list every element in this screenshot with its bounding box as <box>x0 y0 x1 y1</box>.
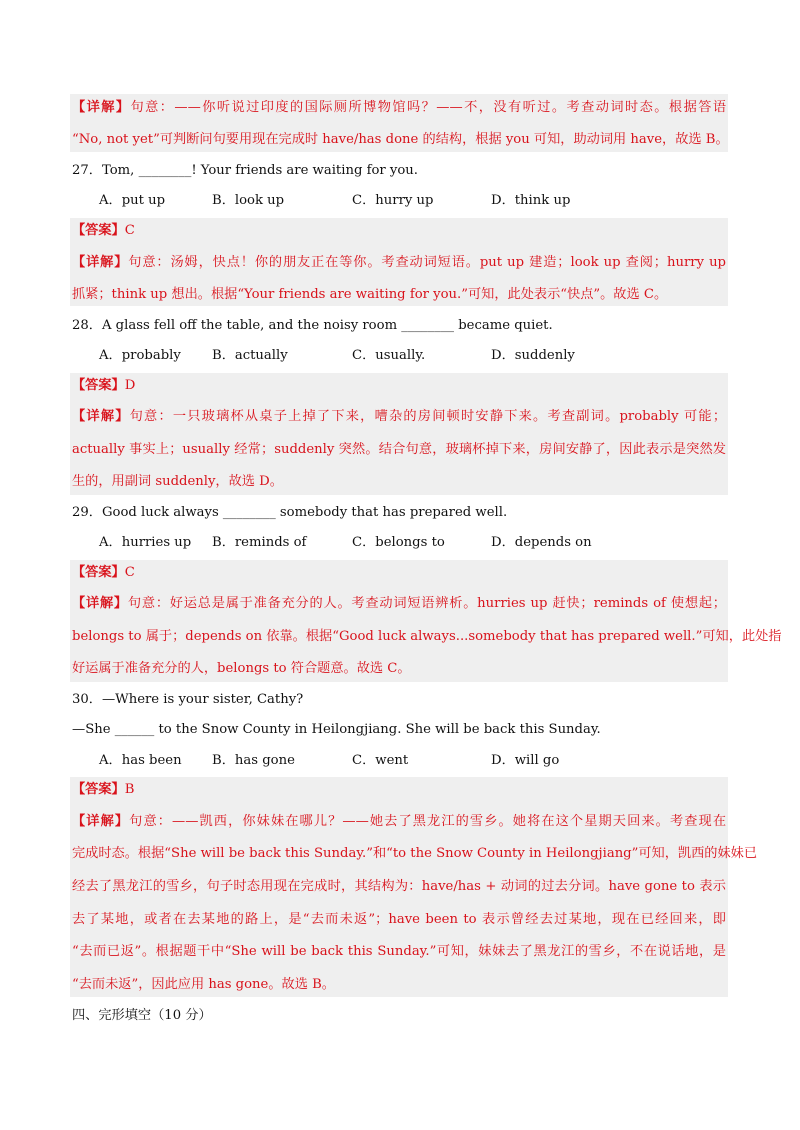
option-c: C．belongs to <box>352 535 445 550</box>
answer-tag: 【答案】 <box>72 223 125 238</box>
question-stem: 29．Good luck always ________ somebody that has prepared well. <box>72 505 508 520</box>
option-a: A．probably <box>99 348 181 363</box>
explanation-line: 好运属于准备充分的人，belongs to 符合题意。故选 C。 <box>72 661 411 676</box>
option-d: D．think up <box>491 193 571 208</box>
explanation-line: 【详解】句意：一只玻璃杯从桌子上掉了下来，嘈杂的房间顿时安静下来。考查副词。probably 可能； <box>72 409 727 424</box>
explanation-tag: 【详解】 <box>72 814 130 829</box>
option-b: B．actually <box>212 348 288 363</box>
explanation-line: 【详解】句意：汤姆，快点！你的朋友正在等你。考查动词短语。put up 建造；look up 查阅；hurry up <box>72 255 726 270</box>
option-c: C．usually. <box>352 348 426 363</box>
answer-value: C <box>124 565 135 580</box>
answer-line <box>72 221 726 241</box>
explanation-line: “去而未返”，因此应用 has gone。故选 B。 <box>72 977 335 992</box>
answer-line <box>72 376 726 396</box>
answer-value: B <box>124 782 135 797</box>
option-a: A．hurries up <box>99 535 192 550</box>
answer-tag: 【答案】 <box>72 378 125 393</box>
explanation-line: belongs to 属于；depends on 依靠。根据“Good luck always...somebody that has prepared well.”可知，此处指 <box>72 629 782 644</box>
answer-value: D <box>124 378 136 393</box>
explanation-line: “No, not yet”可判断问句要用现在完成时 have/has done 的结构，根据 you 可知，助动词用 have，故选 B。 <box>72 132 729 147</box>
option-b: B．has gone <box>212 753 295 768</box>
answer-value: C <box>124 223 135 238</box>
explanation-line: 【详解】句意：——凯西，你妹妹在哪儿？——她去了黑龙江的雪乡。她将在这个星期天回来。考查现在 <box>72 814 727 829</box>
option-c: C．hurry up <box>352 193 434 208</box>
explanation-tag: 【详解】 <box>72 100 131 115</box>
answer-line <box>72 780 726 800</box>
explanation-line: 去了某地，或者在去某地的路上，是“去而未返”；have been to 表示曾经去过某地，现在已经回来，即 <box>72 912 726 927</box>
explanation-line: “去而已返”。根据题干中“She will be back this Sunday.”可知，妹妹去了黑龙江的雪乡，不在说话地，是 <box>72 944 726 959</box>
explanation-line: 【详解】句意：好运总是属于准备充分的人。考查动词短语辨析。hurries up 赶快；reminds of 使想起； <box>72 596 726 611</box>
question-stem: 27．Tom, ________! Your friends are waiting for you. <box>72 163 418 178</box>
explanation-line: 抓紧；think up 想出。根据“Your friends are waiting for you.”可知，此处表示“快点”。故选 C。 <box>72 287 668 302</box>
explanation-line: 生的，用副词 suddenly，故选 D。 <box>72 474 283 489</box>
option-a: A．put up <box>99 193 166 208</box>
explanation-tag: 【详解】 <box>72 255 129 270</box>
answer-tag: 【答案】 <box>72 565 125 580</box>
option-b: B．look up <box>212 193 285 208</box>
option-b: B．reminds of <box>212 535 307 550</box>
question-stem: 30．—Where is your sister, Cathy? <box>72 692 304 707</box>
explanation-line: actually 事实上；usually 经常；suddenly 突然。结合句意，玻璃杯掉下来，房间安静了，因此表示是突然发 <box>72 442 726 457</box>
option-d: D．depends on <box>491 535 592 550</box>
question-stem: 28．A glass fell off the table, and the noisy room ________ became quiet. <box>72 318 553 333</box>
explanation-line: 【详解】句意：——你听说过印度的国际厕所博物馆吗？——不，没有听过。考查动词时态。根据答语 <box>72 100 727 115</box>
explanation-line: 完成时态。根据“She will be back this Sunday.”和“to the Snow County in Heilongjiang”可知，凯西的妹妹已 <box>72 846 758 861</box>
section-heading: 四、完形填空（10 分） <box>72 1008 212 1023</box>
answer-line <box>72 563 726 583</box>
option-d: D．suddenly <box>491 348 575 363</box>
explanation-tag: 【详解】 <box>72 409 130 424</box>
answer-tag: 【答案】 <box>72 782 125 797</box>
question-stem: —She ______ to the Snow County in Heilongjiang. She will be back this Sunday. <box>72 722 601 737</box>
explanation-tag: 【详解】 <box>72 596 128 611</box>
explanation-line: 经去了黑龙江的雪乡，句子时态用现在完成时，其结构为：have/has + 动词的过去分词。have gone to 表示 <box>72 879 726 894</box>
option-a: A．has been <box>99 753 182 768</box>
option-d: D．will go <box>491 753 560 768</box>
option-c: C．went <box>352 753 409 768</box>
